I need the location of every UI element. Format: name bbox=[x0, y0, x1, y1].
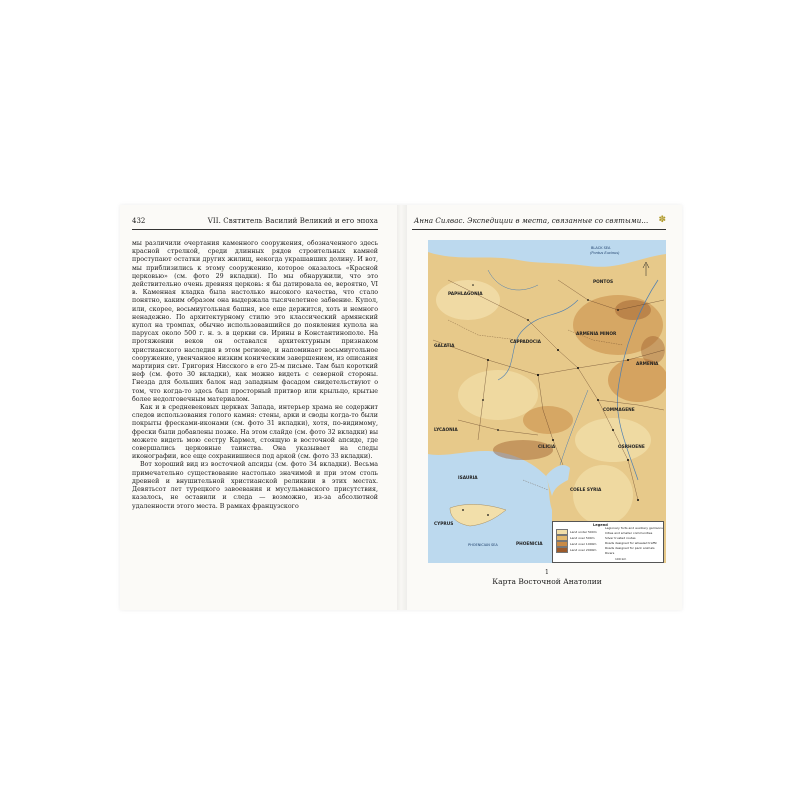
legend-key: Legionary forts and auxiliary garrisons bbox=[605, 526, 663, 530]
running-head-right: Анна Силвас. Экспедиции в места, связанные со святыми... bbox=[414, 217, 649, 225]
legend-title: Legend bbox=[593, 523, 608, 527]
legend-row bbox=[556, 530, 597, 534]
legend-row bbox=[556, 542, 596, 546]
right-page-header bbox=[412, 213, 666, 230]
region-label: ISAURIA bbox=[458, 476, 478, 481]
region-label: CYPRUS bbox=[434, 522, 454, 527]
region-label: ARMENIA bbox=[636, 362, 659, 367]
sea-label: BLACK SEA bbox=[591, 246, 611, 250]
running-head-left: VII. Святитель Василий Великий и его эпоха bbox=[207, 217, 378, 225]
legend-key: Rivers bbox=[605, 551, 615, 555]
swatch-icon bbox=[556, 541, 568, 546]
left-page-body bbox=[132, 240, 378, 511]
map-relief bbox=[428, 240, 666, 563]
region-label: OSRHOENE bbox=[618, 445, 645, 450]
paragraph: Вот хороший вид из восточной апсиды (см. фото 34 вкладки). Весьма примечательно существование настолько значимой и при этом столь древней и внушительной христианской реликвии в этих местах. Девятьсот лет турецкого завоевания и мусульманского присутствия, казалось, не оставили и следа — возможно, из-за абсолютной удаленности этого места. В рамках французского bbox=[132, 461, 378, 510]
swatch-icon bbox=[556, 547, 568, 552]
legend-row bbox=[556, 548, 596, 552]
sea-label: PHOENICIAN SEA bbox=[468, 543, 498, 547]
book-spread bbox=[120, 205, 682, 610]
left-page-header bbox=[132, 213, 378, 230]
region-label: COELE SYRIA bbox=[570, 488, 602, 493]
map-legend bbox=[552, 521, 664, 563]
sea-label: (Pontus Euxinus) bbox=[590, 251, 620, 255]
left-page bbox=[132, 213, 378, 511]
legend-key: Roads designed for wheeled traffic bbox=[605, 541, 658, 545]
region-label: CILICIA bbox=[538, 445, 556, 450]
region-label: PAPHLAGONIA bbox=[448, 292, 483, 297]
legend-label: Land over 2000m bbox=[570, 548, 597, 552]
book-gutter bbox=[397, 205, 407, 610]
paragraph: Как и в средневековых церквах Запада, интерьер храма не содержит следов использования голого камня: стены, арки и своды когда-то были покрыты фресками-иконами (см. фото 31 вкладки), хотя, по-видимому, фрески были добавлены позже. На этом слайде (см. фото 32 вкладки) вы можете видеть мою сестру Кармел, стоящую в восточной апсиде, где совершались церковные таинства. Она указывает на следы иконографии, все еще сохранившиеся под аркой (см. фото 33 вкладки). bbox=[132, 404, 378, 461]
region-label: LYCAONIA bbox=[434, 428, 458, 433]
swatch-icon bbox=[556, 529, 568, 534]
figure-caption: Карта Восточной Анатолии bbox=[492, 577, 602, 586]
region-label: PONTOS bbox=[593, 280, 614, 285]
legend-label: Land over 500m bbox=[570, 536, 595, 540]
region-label: ARMENIA MINOR bbox=[576, 332, 617, 337]
region-label: CAPPADOCIA bbox=[510, 340, 542, 345]
figure-number: 1 bbox=[545, 569, 549, 576]
right-page bbox=[412, 213, 666, 586]
legend-row bbox=[556, 536, 595, 540]
scale-label: 100 km bbox=[615, 557, 627, 561]
region-label: COMMAGENE bbox=[603, 408, 635, 413]
swatch-icon bbox=[556, 535, 568, 540]
page-number: 432 bbox=[132, 217, 146, 225]
legend-label: Land under 500m bbox=[570, 530, 597, 534]
legend-label: Land over 1000m bbox=[570, 542, 597, 546]
map-figure bbox=[428, 240, 666, 563]
legend-key: Roads designed for pack animals bbox=[605, 546, 655, 550]
flower-ornament-icon: ✽ bbox=[658, 215, 666, 225]
region-label: PHOENICIA bbox=[516, 542, 543, 547]
region-label: GALATIA bbox=[434, 344, 455, 349]
paragraph: мы различили очертания каменного сооружения, обозначенного здесь красной стрелкой, среди длинных рядов строительных камней проступают остатки других жилищ, некогда украшавших долину. И вот, мы приблизились к этому сооружению, которое оказалось «Красной церковью» (см. фото 29 вкладки). По мы обнаружили, что это действительно очень древняя церковь: я бы датировала ее, вероятно, VI в. Каменная кладка была настолько высокого качества, что стало понятно, каким образом она выдержала тысячелетнее забвение. Купол, или, скорее, восьмиугольная башня, все еще держится, хоть и немного ненадежно. По архитектурному стилю это классический армянский купол на тромпах, обычно использовавшийся до появления купола на парусах около 500 г. н. э. в церкви св. Ирины в Константинополе. На протяжении веков он оставался архитектурным признаком христианского наследия в этом регионе, и напоминает восьмиугольное сооружение, увенчанное низким коническим завершением, из описания мартирия свт. Григория Нисского в его 25-м письме. Там был короткий неф (см. фото 30 вкладки), как можно видеть с северной стороны. Гнезда для больших балок над западным фасадом свидетельствуют о том, что когда-то здесь был просторный притвор или крыльцо, крытые более недолговечным материалом. bbox=[132, 240, 378, 403]
legend-key: Silver trusted routes bbox=[605, 536, 636, 540]
legend-key: Cities and smaller communities bbox=[605, 531, 653, 535]
